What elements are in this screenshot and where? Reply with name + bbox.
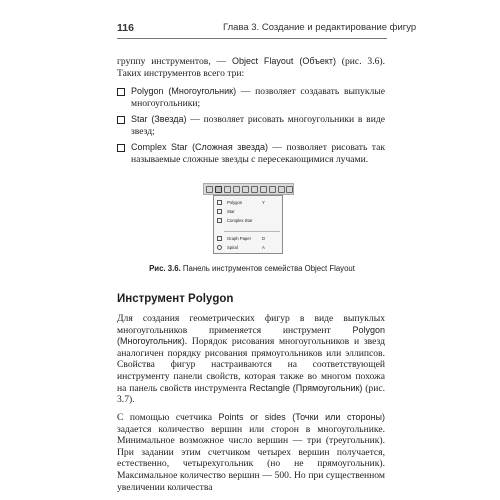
section-title: Инструмент Polygon <box>117 293 234 305</box>
polygon-icon <box>217 200 222 205</box>
list-item: Polygon (Многоугольник) — позволяет создавать выпуклые многоугольники; <box>117 86 385 109</box>
ui-term: Object Flayout (Объект) <box>231 56 336 66</box>
rectangle-tool-icon[interactable] <box>233 186 240 193</box>
menu-item-polygon[interactable]: Polygon Y <box>214 199 282 207</box>
star-icon <box>217 209 222 214</box>
figure-3-6 <box>203 183 294 255</box>
table-tool-icon[interactable] <box>260 186 267 193</box>
running-title: Глава 3. Создание и редактирование фигур <box>223 22 417 33</box>
toolbox-strip <box>203 183 294 195</box>
figure-caption: Рис. 3.6. Панель инструментов семейства Object Flayout <box>149 264 355 273</box>
ui-term: Polygon (Многоугольник) <box>117 324 385 347</box>
page-number: 116 <box>117 22 134 34</box>
connector-tool-icon[interactable] <box>278 186 285 193</box>
object-flyout-menu <box>213 195 283 254</box>
complex-star-icon <box>217 218 222 223</box>
bullet-box-icon <box>117 116 125 124</box>
menu-item-spiral[interactable]: Spiral A <box>214 244 282 252</box>
bullet-box-icon <box>117 144 125 152</box>
bullet-box-icon <box>117 88 125 96</box>
zoom-tool-icon <box>206 186 213 193</box>
list-item: Star (Звезда) — позволяет рисовать многоугольники в виде звезд; <box>117 114 385 137</box>
shape-tool-icon[interactable] <box>224 186 231 193</box>
menu-item-star[interactable]: Star <box>214 208 282 216</box>
menu-item-graph-paper[interactable]: Graph Paper D <box>214 235 282 243</box>
intro-paragraph: группу инструментов, — Object Flayout (Объект) (рис. 3.6). Таких инструментов всего три: <box>117 56 385 79</box>
ui-term: Rectangle (Прямоугольник) <box>249 382 363 393</box>
effects-tool-icon[interactable] <box>286 186 293 193</box>
spiral-icon <box>217 245 222 250</box>
menu-separator <box>224 231 280 232</box>
counter-paragraph: С помощью счетчика Points or sides (Точки или стороны) задается количество вершин или сторон в многоугольнике. Минимальное возможное число вершин — три (треугольник). При задании этим счетчиком четырех вершин получается, естественно, четырехугольник (но не прямоугольник). Максимальное количество вершин — 500. Но при существенном увеличении количества <box>117 412 386 493</box>
menu-item-complex-star[interactable]: Complex Star <box>214 217 282 225</box>
ui-term: Points or sides (Точки или стороны) <box>218 412 386 422</box>
ui-term: Polygon (Многоугольник) <box>131 86 237 96</box>
graph-paper-icon <box>217 236 222 241</box>
dimension-tool-icon[interactable] <box>269 186 276 193</box>
list-item: Complex Star (Сложная звезда) — позволяет рисовать так называемые сложные звезды с пересекающимися лучами. <box>117 142 385 165</box>
tool-list <box>117 86 385 171</box>
polygon-tool-icon[interactable] <box>215 186 222 193</box>
polygon-paragraph: Для создания геометрических фигур в виде выпуклых многоугольников применяется инструмент Polygon (Многоугольник). Порядок рисования многоугольников и звезд аналогичен порядку рисования прямоугольников или эллипсов. Свойства фигур настраиваются на соответствующей инструменту панели свойств, которая также во многом похожа на панель свойств инструмента Rectangle (Прямоугольник) (рис. 3.7). <box>117 313 385 406</box>
ui-term: Complex Star (Сложная звезда) <box>131 142 269 153</box>
ui-term: Star (Звезда) <box>131 114 187 125</box>
header-rule <box>117 38 387 39</box>
ellipse-tool-icon[interactable] <box>242 186 249 193</box>
text-tool-icon[interactable] <box>251 186 258 193</box>
